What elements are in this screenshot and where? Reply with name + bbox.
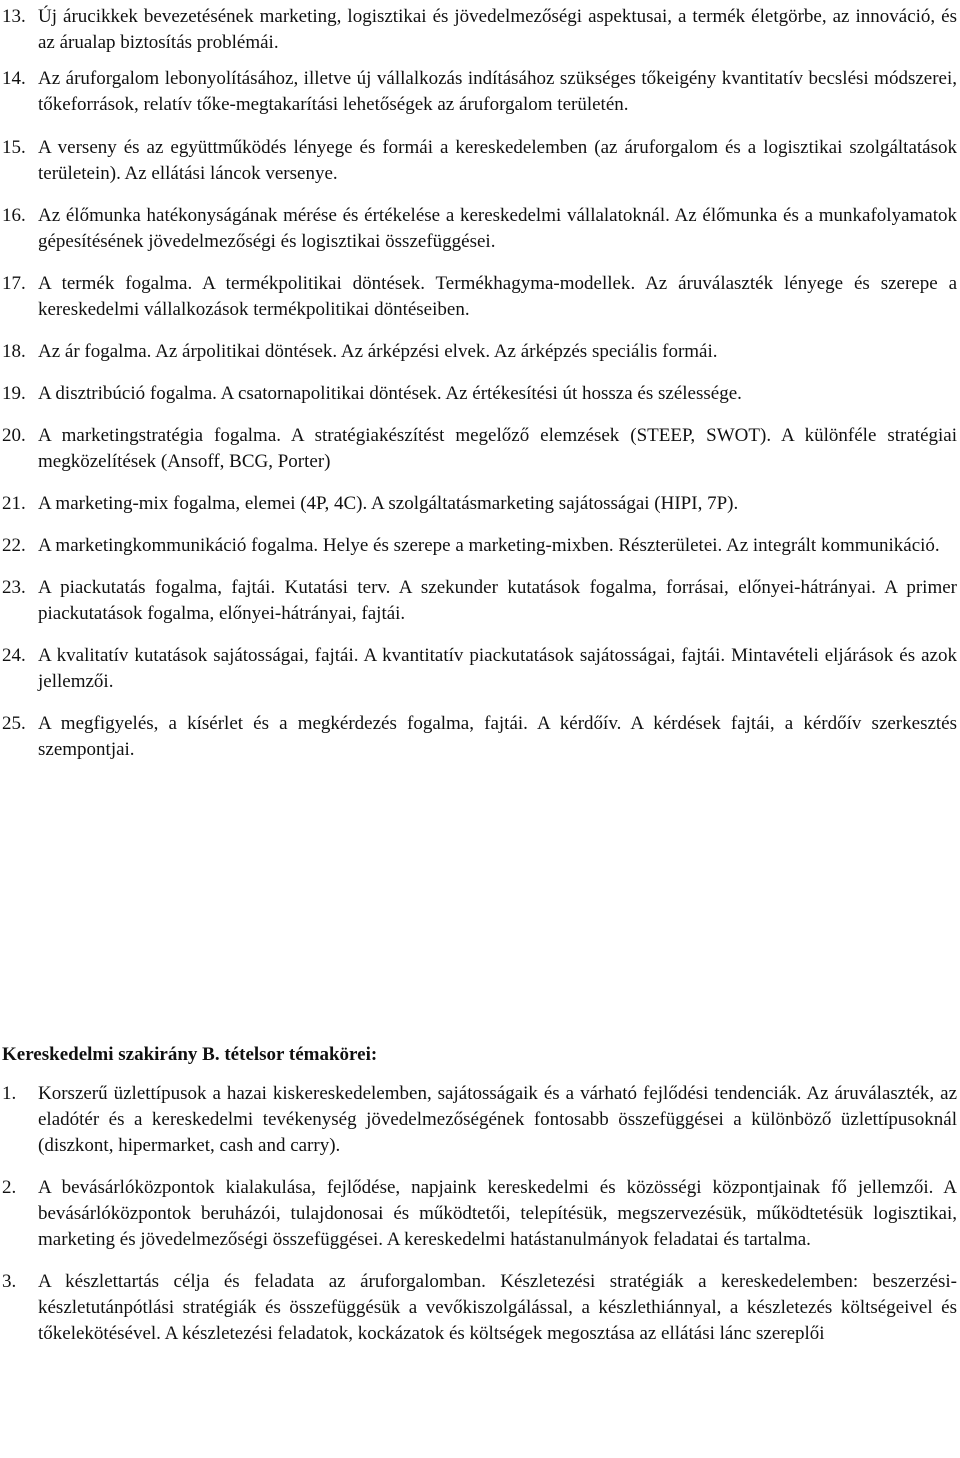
item-number: 2. (2, 1177, 17, 1198)
item-text: A verseny és az együttműködés lényege és formái a kereskedelemben (az áruforgalom és a logisztikai szolgáltatások területein). Az ellátási láncok versenye. (38, 137, 957, 184)
item-text: Az ár fogalma. Az árpolitikai döntések. Az árképzési elvek. Az árképzés speciális formái. (38, 341, 718, 362)
item-number: 17. (2, 273, 26, 294)
item-number: 23. (2, 577, 26, 598)
item-text: A termék fogalma. A termékpolitikai döntések. Termékhagyma-modellek. Az áruválaszték lényege és szerepe a kereskedelmi vállalkozások termékpolitikai döntéseiben. (38, 273, 957, 320)
item-number: 14. (2, 68, 26, 89)
list-item (0, 423, 960, 475)
item-text: A marketingkommunikáció fogalma. Helye és szerepe a marketing-mixben. Részterületei. Az integrált kommunikáció. (38, 535, 940, 556)
item-number: 1. (2, 1083, 17, 1104)
list-item (0, 203, 960, 255)
item-text: A bevásárlóközpontok kialakulása, fejlődése, napjaink kereskedelmi és közösségi központjainak fő jellemzői. A bevásárlóközpontok beruházói, tulajdonosai és működtetői, telepítésük, megszervezésük, működtetésük logisztikai, marketing és jövedelmezőségi összefüggései. A kereskedelmi hatástanulmányok feladatai és tartalma. (38, 1177, 957, 1250)
list-item (0, 381, 960, 407)
topic-list-a (0, 4, 960, 763)
item-number: 20. (2, 425, 26, 446)
list-item (0, 1081, 960, 1159)
list-item (0, 271, 960, 323)
item-text: A megfigyelés, a kísérlet és a megkérdezés fogalma, fajtái. A kérdőív. A kérdések fajtái, a kérdőív szerkesztés szempontjai. (38, 713, 957, 760)
item-text: A disztribúció fogalma. A csatornapolitikai döntések. Az értékesítési út hossza és szélessége. (38, 383, 742, 404)
item-number: 18. (2, 341, 26, 362)
item-number: 24. (2, 645, 26, 666)
item-text: A piackutatás fogalma, fajtái. Kutatási terv. A szekunder kutatások fogalma, forrásai, előnyei-hátrányai. A primer piackutatások fogalma, előnyei-hátrányai, fajtái. (38, 577, 957, 624)
list-item (0, 643, 960, 695)
item-text: A marketingstratégia fogalma. A stratégiakészítést megelőző elemzések (STEEP, SWOT). A különféle stratégiai megközelítések (Ansoff, BCG, Porter) (38, 425, 957, 472)
item-text: A marketing-mix fogalma, elemei (4P, 4C). A szolgáltatásmarketing sajátosságai (HIPI, 7P). (38, 493, 739, 514)
list-item (0, 711, 960, 763)
list-item (0, 533, 960, 559)
list-item (0, 339, 960, 365)
list-item (0, 1175, 960, 1253)
item-text: Az áruforgalom lebonyolításához, illetve új vállalkozás indításához szükséges tőkeigény kvantitatív becslési módszerei, tőkeforrások, relatív tőke-megtakarítási lehetőségek az áruforgalom területén. (38, 68, 957, 115)
item-number: 3. (2, 1271, 17, 1292)
list-item (0, 491, 960, 517)
item-text: Az élőmunka hatékonyságának mérése és értékelése a kereskedelmi vállalatoknál. Az élőmunka és a munkafolyamatok gépesítésének jövedelmezőségi és logisztikai összefüggései. (38, 205, 957, 252)
item-text: Korszerű üzlettípusok a hazai kiskereskedelemben, sajátosságaik és a várható fejlődési tendenciák. Az áruválaszték, az eladótér és a kereskedelmi tevékenység jövedelmezőségének fontosabb összefüggései a különböző üzlettípusoknál (diszkont, hipermarket, cash and carry). (38, 1083, 957, 1156)
item-number: 25. (2, 713, 26, 734)
item-number: 21. (2, 493, 26, 514)
item-number: 15. (2, 137, 26, 158)
list-item (0, 575, 960, 627)
topic-list-b (0, 1081, 960, 1347)
item-text: A kvalitatív kutatások sajátosságai, fajtái. A kvantitatív piackutatások sajátosságai, fajtái. Mintavételi eljárások és azok jellemzői. (38, 645, 957, 692)
item-number: 19. (2, 383, 26, 404)
item-number: 16. (2, 205, 26, 226)
item-number: 13. (2, 6, 26, 27)
item-number: 22. (2, 535, 26, 556)
list-item (0, 66, 960, 118)
section-heading: Kereskedelmi szakirány B. tételsor témakörei: (2, 1044, 378, 1065)
list-item (0, 4, 960, 56)
list-item (0, 135, 960, 187)
item-text: Új árucikkek bevezetésének marketing, logisztikai és jövedelmezőségi aspektusai, a termék életgörbe, az innováció, és az árualap biztosítás problémái. (38, 6, 957, 53)
list-item (0, 1269, 960, 1347)
item-text: A készlettartás célja és feladata az áruforgalomban. Készletezési stratégiák a kereskedelemben: beszerzési-készletutánpótlási stratégiák és összefüggésük a vevőkiszolgálással, a készlethiánnyal, a készletezés költségeivel és tőkelekötésével. A készletezési feladatok, kockázatok és költségek megosztása az ellátási lánc szereplői (38, 1271, 957, 1344)
